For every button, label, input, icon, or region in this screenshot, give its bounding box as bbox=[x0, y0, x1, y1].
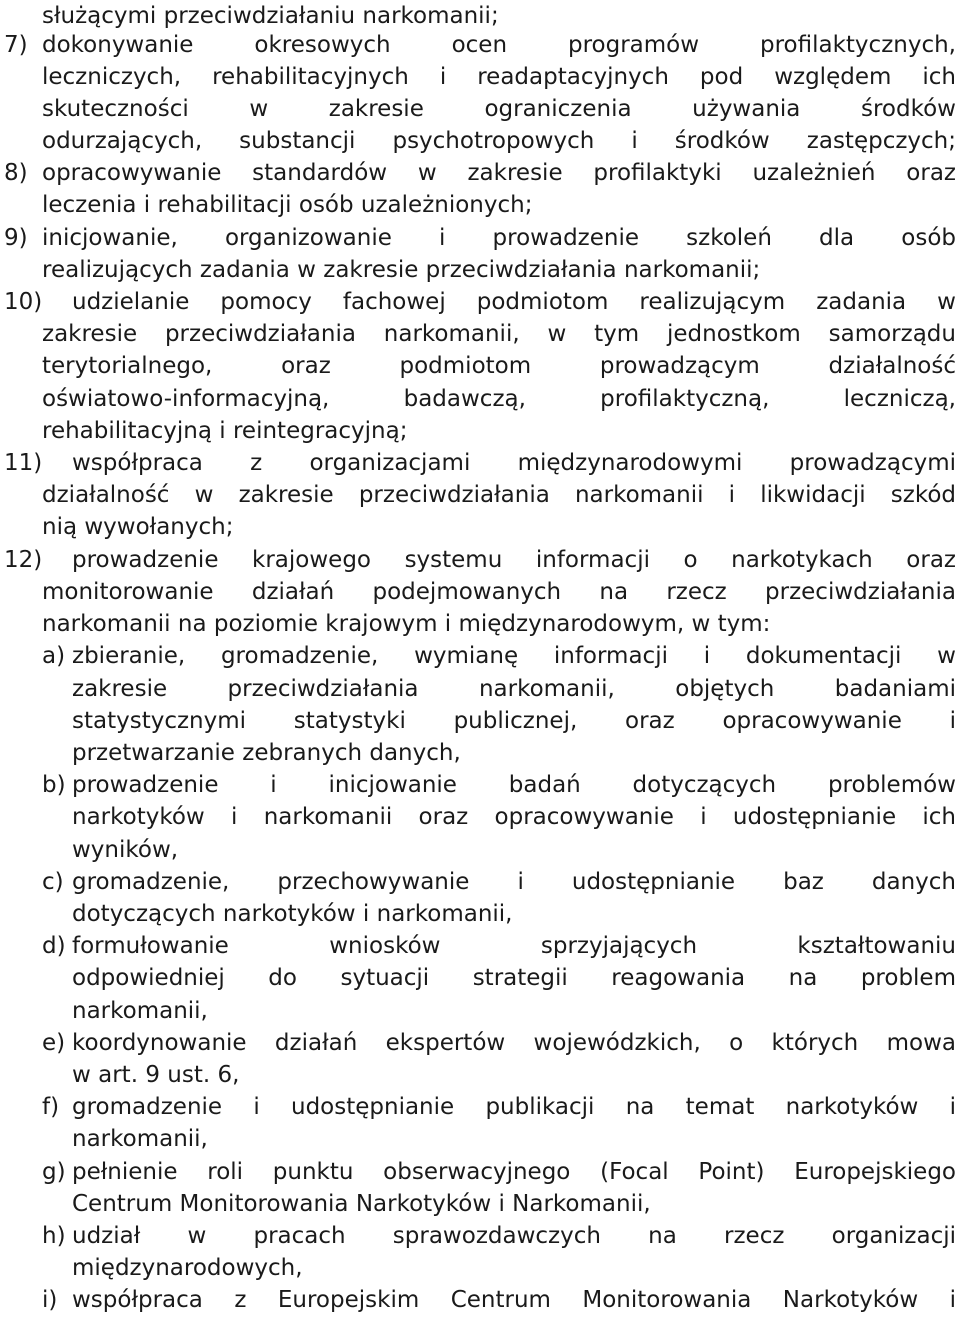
item-line: nią wywołanych; bbox=[42, 514, 234, 540]
subitem-marker: h) bbox=[42, 1223, 66, 1249]
subitem-line: w art. 9 ust. 6, bbox=[72, 1062, 240, 1088]
item-marker: 7) bbox=[4, 32, 28, 58]
item-line: współpraca z organizacjami międzynarodowymi prowadzącymi bbox=[72, 450, 956, 476]
subitem-marker: b) bbox=[42, 772, 66, 798]
subitem-line: udział w pracach sprawozdawczych na rzecz organizacji bbox=[72, 1223, 956, 1249]
subitem-line: Centrum Monitorowania Narkotyków i Narkomanii, bbox=[72, 1191, 651, 1217]
subitem-line: wyników, bbox=[72, 837, 179, 863]
subitem-line: formułowanie wniosków sprzyjających kształtowaniu bbox=[72, 933, 956, 959]
item-line: zakresie przeciwdziałania narkomanii, w tym jednostkom samorządu bbox=[42, 321, 956, 347]
subitem-line: odpowiedniej do sytuacji strategii reagowania na problem bbox=[72, 965, 956, 991]
subitem-line: pełnienie roli punktu obserwacyjnego (Focal Point) Europejskiego bbox=[72, 1159, 956, 1185]
subitem-line: zakresie przeciwdziałania narkomanii, objętych badaniami bbox=[72, 676, 956, 702]
subitem-marker: d) bbox=[42, 933, 66, 959]
subitem-line: dotyczących narkotyków i narkomanii, bbox=[72, 901, 513, 927]
subitem-line: koordynowanie działań ekspertów wojewódzkich, o których mowa bbox=[72, 1030, 956, 1056]
subitem-line: statystycznymi statystyki publicznej, oraz opracowywanie i bbox=[72, 708, 956, 734]
item-marker: 12) bbox=[4, 547, 43, 573]
subitem-line: gromadzenie i udostępnianie publikacji na temat narkotyków i bbox=[72, 1094, 956, 1120]
item-line: udzielanie pomocy fachowej podmiotom realizującym zadania w bbox=[72, 289, 956, 315]
item-line: skuteczności w zakresie ograniczenia używania środków bbox=[42, 96, 956, 122]
subitem-line: prowadzenie i inicjowanie badań dotyczących problemów bbox=[72, 772, 956, 798]
item-marker: 10) bbox=[4, 289, 43, 315]
subitem-line: przetwarzanie zebranych danych, bbox=[72, 740, 461, 766]
item-marker: 11) bbox=[4, 450, 43, 476]
item-line: inicjowanie, organizowanie i prowadzenie szkoleń dla osób bbox=[42, 225, 956, 251]
subitem-marker: g) bbox=[42, 1159, 66, 1185]
item-line: leczenia i rehabilitacji osób uzależnionych; bbox=[42, 192, 533, 218]
item-line: narkomanii na poziomie krajowym i międzynarodowym, w tym: bbox=[42, 611, 771, 637]
item-line: realizujących zadania w zakresie przeciwdziałania narkomanii; bbox=[42, 257, 761, 283]
item-line: działalność w zakresie przeciwdziałania narkomanii i likwidacji szkód bbox=[42, 482, 956, 508]
subitem-line: narkotyków i narkomanii oraz opracowywanie i udostępnianie ich bbox=[72, 804, 956, 830]
subitem-line: gromadzenie, przechowywanie i udostępnianie baz danych bbox=[72, 869, 956, 895]
subitem-line: narkomanii, bbox=[72, 998, 208, 1024]
item-line: odurzających, substancji psychotropowych i środków zastępczych; bbox=[42, 128, 956, 154]
intro-line: służącymi przeciwdziałaniu narkomanii; bbox=[42, 3, 499, 29]
item-line: rehabilitacyjną i reintegracyjną; bbox=[42, 418, 408, 444]
item-line: dokonywanie okresowych ocen programów profilaktycznych, bbox=[42, 32, 956, 58]
subitem-marker: a) bbox=[42, 643, 66, 669]
subitem-marker: i) bbox=[42, 1287, 58, 1313]
item-marker: 9) bbox=[4, 225, 28, 251]
subitem-line: współpraca z Europejskim Centrum Monitorowania Narkotyków i bbox=[72, 1287, 956, 1313]
item-line: monitorowanie działań podejmowanych na rzecz przeciwdziałania bbox=[42, 579, 956, 605]
item-line: leczniczych, rehabilitacyjnych i readaptacyjnych pod względem ich bbox=[42, 64, 956, 90]
subitem-line: zbieranie, gromadzenie, wymianę informacji i dokumentacji w bbox=[72, 643, 956, 669]
subitem-line: narkomanii, bbox=[72, 1126, 208, 1152]
item-marker: 8) bbox=[4, 160, 28, 186]
subitem-marker: f) bbox=[42, 1094, 60, 1120]
item-line: opracowywanie standardów w zakresie profilaktyki uzależnień oraz bbox=[42, 160, 956, 186]
subitem-marker: c) bbox=[42, 869, 64, 895]
item-line: oświatowo-informacyjną, badawczą, profilaktyczną, leczniczą, bbox=[42, 386, 956, 412]
subitem-line: międzynarodowych, bbox=[72, 1255, 303, 1281]
subitem-marker: e) bbox=[42, 1030, 66, 1056]
item-line: terytorialnego, oraz podmiotom prowadzącym działalność bbox=[42, 353, 956, 379]
item-line: prowadzenie krajowego systemu informacji o narkotykach oraz bbox=[72, 547, 956, 573]
